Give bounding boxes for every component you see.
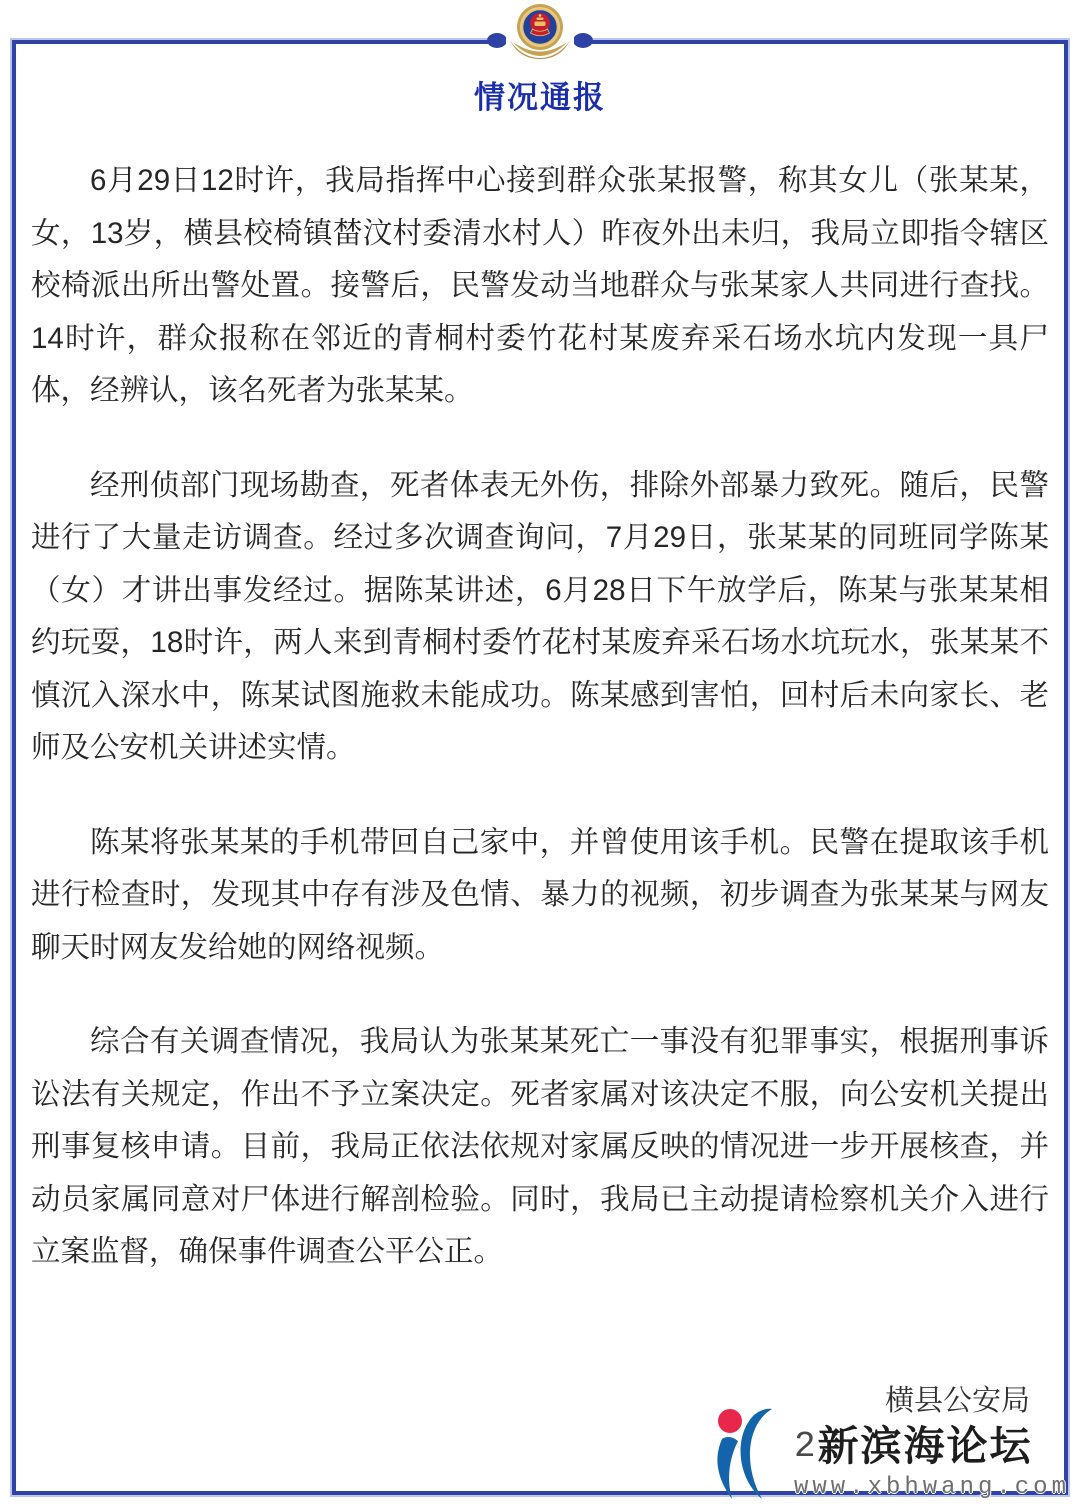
watermark-site-url: www.xbhwang.com	[793, 1474, 1070, 1501]
paragraph-4: 综合有关调查情况，我局认为张某某死亡一事没有犯罪事实，根据刑事诉讼法有关规定，作出不予立案决定。死者家属对该决定不服，向公安机关提出刑事复核申请。目前，我局正依法依规对家属反映的情况进一步开展核查，并动员家属同意对尸体进行解剖检验。同时，我局已主动提请检察机关介入进行立案监督，确保事件调查公平公正。	[31, 1025, 1049, 1268]
paragraph-3: 陈某将张某某的手机带回自己家中，并曾使用该手机。民警在提取该手机进行检查时，发现其中存有涉及色情、暴力的视频，初步调查为张某某与网友聊天时网友发给她的网络视频。	[31, 825, 1049, 964]
issuing-authority-signature: 横县公安局	[884, 1385, 1030, 1417]
watermark-site-name: 新滨海论坛	[817, 1423, 1033, 1469]
rule-dot-right	[573, 33, 593, 48]
paragraph-1: 6月29日12时许，我局指挥中心接到群众张某报警，称其女儿（张某某，女，13岁，横县校椅镇榃汶村委清水村人）昨夜外出未归，我局立即指令辖区校椅派出所出警处置。接警后，民警发动当地群众与张某家人共同进行查找。14时许，群众报称在邻近的青桐村委竹花村某废弃采石场水坑内发现一具尸体，经辨认，该名死者为张某某。	[31, 164, 1049, 407]
rule-dot-left	[487, 33, 507, 48]
watermark	[710, 1405, 1070, 1501]
notice-body	[31, 155, 1049, 1321]
forum-logo-icon	[710, 1405, 792, 1501]
page-title: 情况通报	[474, 80, 606, 115]
watermark-obscured-text: 2	[793, 1426, 816, 1467]
police-badge-icon	[506, 1, 574, 59]
paragraph-2: 经刑侦部门现场勘查，死者体表无外伤，排除外部暴力致死。随后，民警进行了大量走访调查。经过多次调查询问，7月29日，张某某的同班同学陈某（女）才讲出事发经过。据陈某讲述，6月28日下午放学后，陈某与张某某相约玩耍，18时许，两人来到青桐村委竹花村某废弃采石场水坑玩水，张某某不慎沉入深水中，陈某试图施救未能成功。陈某感到害怕，回村后未向家长、老师及公安机关讲述实情。	[31, 468, 1049, 764]
